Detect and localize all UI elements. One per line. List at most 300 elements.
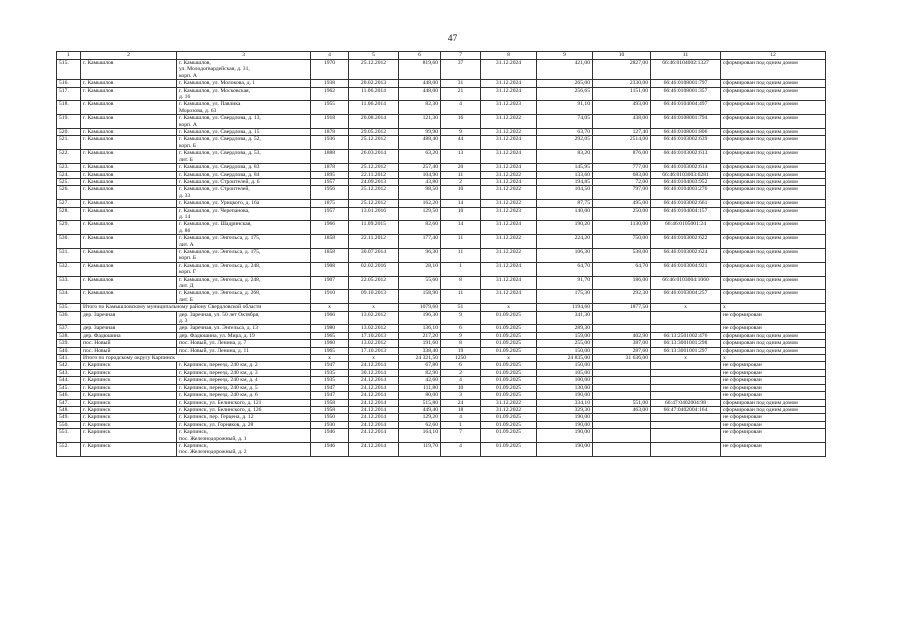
table-cell: 488,40 (399, 136, 441, 150)
table-cell: 91,70 (537, 276, 593, 290)
table-cell: 539. (57, 340, 81, 347)
table-row (57, 369, 826, 376)
table-cell: г. Карпинск, пос. Железнодорожный, д. 2 (177, 442, 311, 456)
table-cell: 31.12.2024 (481, 276, 537, 290)
table-cell: 31.12.2022 (481, 406, 537, 413)
table-cell: 7 (441, 429, 481, 443)
table-cell: г. Камышлов (81, 178, 177, 185)
table-cell: 191,60 (399, 340, 441, 347)
column-number-cell: 7 (441, 52, 481, 60)
table-cell: 542. (57, 362, 81, 369)
table-row (57, 442, 826, 456)
table-cell: 292,05 (537, 136, 593, 150)
table-cell: 9 (441, 129, 481, 136)
table-cell: 1151,00 (593, 87, 651, 101)
table-row (57, 406, 826, 413)
table-cell: 1875 (311, 200, 349, 207)
table-cell: 31.12.2022 (481, 399, 537, 406)
table-cell: 127,40 (593, 129, 651, 136)
table-cell: сформирован под одним домом (721, 406, 826, 413)
table-cell (593, 362, 651, 369)
table-cell: 1895 (311, 171, 349, 178)
table-cell: 438,00 (593, 115, 651, 129)
table-cell: г. Камышлов, ул. Свердлова, д. 53, лит. Б (177, 150, 311, 164)
table-cell: 3 (441, 392, 481, 399)
table-row (57, 178, 826, 185)
table-cell: 551. (57, 429, 81, 443)
table-cell: 106,30 (537, 248, 593, 262)
table-cell: 01.09.2025 (481, 369, 537, 376)
table-cell: 31.12.2024 (481, 262, 537, 276)
table-cell: 194,85 (537, 178, 593, 185)
table-cell: 25.12.2012 (349, 164, 399, 171)
table-cell: г. Камышлов, ул. Энгельса, д. 175, корп. Б (177, 248, 311, 262)
table-cell: г. Камышлов (81, 207, 177, 221)
table-row (57, 200, 826, 207)
table-cell: 31.12.2022 (481, 235, 537, 249)
table-cell: сформирован под одним домом (721, 248, 826, 262)
table-cell: пос. Новый, ул. Ленина, д. 11 (177, 347, 311, 354)
table-cell: 13 (441, 150, 481, 164)
table-cell: 515,80 (399, 399, 441, 406)
table-cell: 541. (57, 355, 81, 362)
table-cell: 13.02.2012 (349, 340, 399, 347)
table-cell: 190,20 (537, 221, 593, 235)
table-cell: 63,70 (537, 129, 593, 136)
table-cell: 1965 (311, 347, 349, 354)
table-cell: 24 321,50 (399, 355, 441, 362)
table-cell: 4 (441, 414, 481, 421)
table-cell: 01.09.2025 (481, 332, 537, 339)
table-cell: 535. (57, 304, 81, 311)
table-cell: 31.12.2024 (481, 164, 537, 171)
table-body (57, 52, 826, 457)
table-cell: 1970 (311, 60, 349, 80)
table-cell: 530. (57, 235, 81, 249)
table-cell: дер. Заречная, ул. Энгельса, д. 13 (177, 325, 311, 332)
table-cell: 136,10 (399, 325, 441, 332)
table-cell: 1938 (311, 80, 349, 87)
table-cell (593, 369, 651, 376)
table-cell: 548. (57, 406, 81, 413)
table-cell: 10 (441, 207, 481, 221)
table-cell: 87,75 (537, 200, 593, 207)
table-cell: 51 (441, 304, 481, 311)
table-cell: 797,00 (593, 186, 651, 200)
column-number-cell: 2 (81, 52, 177, 60)
table-cell: 544. (57, 377, 81, 384)
table-cell: 21 (441, 87, 481, 101)
table-cell: 177,40 (399, 235, 441, 249)
table-cell (651, 384, 721, 391)
table-cell: 1877,50 (593, 304, 651, 311)
table-cell: 83,20 (537, 150, 593, 164)
table-cell: г. Камышлов (81, 150, 177, 164)
table-cell: 01.09.2025 (481, 377, 537, 384)
table-cell: 14 (441, 200, 481, 207)
table-cell: г. Карпинск, ул. Белинского, д. 121 (177, 399, 311, 406)
table-cell: сформирован под одним домом (721, 164, 826, 171)
column-number-cell: 12 (721, 52, 826, 60)
table-cell: 257,40 (399, 164, 441, 171)
table-row (57, 87, 826, 101)
table-cell: 22.11.2012 (349, 171, 399, 178)
table-cell: г. Камышлов, ул. Энгельса, д. 175, лит. А (177, 235, 311, 249)
table-cell: г. Камышлов, ул. Энгельса, д. 248, лит. Д (177, 276, 311, 290)
table-cell: 4 (441, 377, 481, 384)
table-cell: не сформирован (721, 377, 826, 384)
table-cell: г. Карпинск, переезд. 240 км, д. 6 (177, 392, 311, 399)
table-cell: сформирован под одним домом (721, 290, 826, 304)
table-cell: 66:13:2501002:476 (651, 332, 721, 339)
table-cell: 1907 (311, 276, 349, 290)
table-cell: г. Карпинск (81, 392, 177, 399)
table-cell: 190,00 (537, 392, 593, 399)
table-cell: 6 (441, 325, 481, 332)
table-cell: 4 (441, 101, 481, 115)
table-cell: 2 (441, 178, 481, 185)
table-cell: 448,00 (399, 87, 441, 101)
table-cell: сформирован под одним домом (721, 347, 826, 354)
table-cell: 387,00 (593, 340, 651, 347)
table-cell: г. Карпинск (81, 442, 177, 456)
table-cell: г. Камышлов, ул. Энгельса, д. 268, лит. Б (177, 290, 311, 304)
table-cell: 29.05.2012 (349, 129, 399, 136)
table-cell: 11 (441, 235, 481, 249)
table-cell: 11 (441, 290, 481, 304)
table-cell: 1888 (311, 150, 349, 164)
table-cell: 66:46:0103004:1060 (651, 276, 721, 290)
table-cell: 31.12.2024 (481, 178, 537, 185)
table-cell: 521. (57, 136, 81, 150)
table-cell: не сформирован (721, 392, 826, 399)
table-cell: сформирован под одним домом (721, 221, 826, 235)
table-cell: 66:46:0104004:497 (651, 101, 721, 115)
table-cell: 43,80 (399, 178, 441, 185)
table-cell: 66:46:0108001:806 (651, 129, 721, 136)
table-cell: 538. (57, 332, 81, 339)
table-cell: 495,00 (593, 200, 651, 207)
table-cell: 140,00 (537, 207, 593, 221)
table-cell: 01.09.2025 (481, 442, 537, 456)
table-cell: 329,30 (537, 406, 593, 413)
table-cell: г. Камышлов (81, 136, 177, 150)
table-cell: x (651, 355, 721, 362)
table-cell: сформирован под одним домом (721, 129, 826, 136)
table-cell: 516. (57, 80, 81, 87)
table-cell: 876,00 (593, 150, 651, 164)
table-cell: 99,90 (399, 129, 441, 136)
table-row (57, 392, 826, 399)
table-cell: 01.09.2025 (481, 414, 537, 421)
table-cell: 66:46:0108001:357 (651, 87, 721, 101)
table-cell: сформирован под одним домом (721, 235, 826, 249)
table-cell: 292,30 (593, 290, 651, 304)
table-cell: г. Карпинск (81, 362, 177, 369)
table-cell: 150,00 (537, 347, 593, 354)
table-cell: сформирован под одним домом (721, 399, 826, 406)
table-cell: 24.12.2014 (349, 414, 399, 421)
table-cell: 16 (441, 115, 481, 129)
table-cell: сформирован под одним домом (721, 115, 826, 129)
table-row (57, 414, 826, 421)
table-row (57, 355, 826, 362)
table-cell: сформирован под одним домом (721, 332, 826, 339)
table-cell: г. Карпинск, переезд. 240 км, д. 3 (177, 369, 311, 376)
table-cell: дер. Заречная (81, 311, 177, 325)
table-cell: 01.09.2025 (481, 347, 537, 354)
table-cell: 536. (57, 311, 81, 325)
table-cell: 01.09.2025 (481, 325, 537, 332)
table-row (57, 332, 826, 339)
table-cell: x (349, 304, 399, 311)
table-cell: x (721, 355, 826, 362)
table-cell: 31.12.2022 (481, 248, 537, 262)
table-cell: 531. (57, 248, 81, 262)
table-cell: 190,00 (537, 421, 593, 428)
table-row (57, 340, 826, 347)
table-row (57, 421, 826, 428)
table-cell: 31.12.2022 (481, 115, 537, 129)
table-cell: г. Камышлов, ул. Павлика Морозова, д. 63 (177, 101, 311, 115)
table-row (57, 290, 826, 304)
table-cell: 1950 (311, 414, 349, 421)
table-cell: г. Камышлов (81, 235, 177, 249)
table-cell: 01.09.2025 (481, 392, 537, 399)
table-cell: 217,20 (399, 332, 441, 339)
table-row (57, 311, 826, 325)
table-row (57, 207, 826, 221)
column-number-cell: 6 (399, 52, 441, 60)
table-cell: 111,80 (399, 384, 441, 391)
table-cell: г. Камышлов, ул. Черепанова, д. 14 (177, 207, 311, 221)
table-row (57, 80, 826, 87)
table-cell: 158,90 (399, 290, 441, 304)
table-cell: 22.11.2012 (349, 235, 399, 249)
table-cell: г. Камышлов (81, 87, 177, 101)
table-cell: 493,00 (593, 101, 651, 115)
table-row (57, 60, 826, 80)
table-cell: 24.12.2014 (349, 362, 399, 369)
table-cell: 537. (57, 325, 81, 332)
table-cell (651, 325, 721, 332)
table-cell: 31.12.2023 (481, 207, 537, 221)
table-cell: г. Камышлов (81, 262, 177, 276)
table-cell: 8 (441, 276, 481, 290)
table-cell: г. Камышлов, ул. Шадринская, д. 86 (177, 221, 311, 235)
table-cell: 190,00 (537, 429, 593, 443)
table-cell: 1958 (311, 399, 349, 406)
table-row (57, 221, 826, 235)
table-cell: 533. (57, 276, 81, 290)
table-cell: 2 (441, 369, 481, 376)
table-cell: x (651, 304, 721, 311)
table-cell: 1955 (311, 101, 349, 115)
table-cell: 543. (57, 369, 81, 376)
table-cell: 31.12.2024 (481, 80, 537, 87)
table-cell: г. Карпинск, переезд. 240 км, д. 2 (177, 362, 311, 369)
table-cell: г. Камышлов, ул. Строителей, д. 6 (177, 178, 311, 185)
table-cell: сформирован под одним домом (721, 186, 826, 200)
table-cell: г. Камышлов, ул. Энгельса, д. 248, корп. Г (177, 262, 311, 276)
housing-register-table (56, 51, 826, 457)
table-cell: г. Карпинск (81, 369, 177, 376)
table-cell: 20.08.2014 (349, 115, 399, 129)
table-cell: сформирован под одним домом (721, 171, 826, 178)
table-cell: 24.12.2014 (349, 392, 399, 399)
table-cell (593, 392, 651, 399)
table-row (57, 377, 826, 384)
table-cell: 130,00 (537, 384, 593, 391)
table-cell: 13.01.2016 (349, 207, 399, 221)
table-cell: 22.05.2012 (349, 276, 399, 290)
table-cell (651, 392, 721, 399)
table-cell: 526. (57, 186, 81, 200)
table-cell: г. Карпинск, пер. Герцена, д. 12 (177, 414, 311, 421)
table-cell: 37 (441, 60, 481, 80)
table-row (57, 262, 826, 276)
table-cell (651, 369, 721, 376)
table-cell: 334,10 (537, 399, 593, 406)
table-cell: 96,30 (399, 248, 441, 262)
table-row (57, 325, 826, 332)
table-cell: г. Карпинск (81, 399, 177, 406)
column-number-cell: 4 (311, 52, 349, 60)
table-cell: 66:13:3001001:298 (651, 340, 721, 347)
table-cell: 538,00 (593, 248, 651, 262)
table-cell: 2330,00 (593, 80, 651, 87)
table-row (57, 384, 826, 391)
table-cell: г. Камышлов (81, 171, 177, 178)
table-cell: 67,80 (399, 362, 441, 369)
table-cell: 66:46:0103002:622 (651, 235, 721, 249)
table-cell: пос. Новый, ул. Ленина, д. 7 (177, 340, 311, 347)
table-cell (593, 384, 651, 391)
table-cell: 1947 (311, 384, 349, 391)
table-cell: не сформирован (721, 442, 826, 456)
table-row (57, 164, 826, 171)
table-cell: 31.12.2022 (481, 200, 537, 207)
table-cell: не сформирован (721, 429, 826, 443)
table-cell: г. Карпинск (81, 429, 177, 443)
table-cell: x (481, 304, 537, 311)
table-cell: сформирован под одним домом (721, 262, 826, 276)
table-cell: 287,60 (593, 347, 651, 354)
table-cell: 549. (57, 414, 81, 421)
table-cell: 463,00 (593, 406, 651, 413)
table-cell (593, 414, 651, 421)
table-cell: 6 (441, 362, 481, 369)
table-cell: 64,70 (593, 262, 651, 276)
table-cell: 25.12.2012 (349, 186, 399, 200)
table-cell: 449,40 (399, 406, 441, 413)
table-cell: 164,10 (399, 429, 441, 443)
table-cell: 31 (441, 80, 481, 87)
table-cell (593, 421, 651, 428)
table-cell: 1980 (311, 325, 349, 332)
table-cell: 62,60 (399, 421, 441, 428)
table-row (57, 171, 826, 178)
table-cell: 01.09.2025 (481, 429, 537, 443)
table-cell: Итого по Камышловскому муниципальному району Свердловской области (81, 304, 311, 311)
table-cell: не сформирован (721, 325, 826, 332)
table-cell: 24.12.2014 (349, 442, 399, 456)
table-cell: г. Карпинск, ул. Белинского, д. 126 (177, 406, 311, 413)
table-cell (651, 362, 721, 369)
table-cell: x (311, 304, 349, 311)
table-cell: 11.06.2014 (349, 87, 399, 101)
table-cell: 1956 (311, 186, 349, 200)
table-cell: 1960 (311, 340, 349, 347)
table-cell: 42,60 (399, 377, 441, 384)
table-cell: 129,20 (399, 414, 441, 421)
table-cell: 66:46:0104002:1327 (651, 60, 721, 80)
table-cell: 82,90 (399, 369, 441, 376)
table-cell: г. Камышлов, ул. Молодогвардейская, д. 31, корп. А (177, 60, 311, 80)
table-cell: 17.10.2013 (349, 347, 399, 354)
table-cell: г. Карпинск, пос. Железнодорожный, д. 1 (177, 429, 311, 443)
table-cell: 1194,60 (537, 304, 593, 311)
table-cell: 1946 (311, 442, 349, 456)
table-cell: 30.12.2014 (349, 369, 399, 376)
table-cell: 540. (57, 347, 81, 354)
table-cell: 1930 (311, 421, 349, 428)
table-cell: сформирован под одним домом (721, 150, 826, 164)
table-cell: 119,70 (399, 442, 441, 456)
table-cell: 250,00 (593, 207, 651, 221)
table-cell: не сформирован (721, 384, 826, 391)
table-cell: 1858 (311, 235, 349, 249)
table-cell: г. Карпинск (81, 414, 177, 421)
table-cell: 532. (57, 262, 81, 276)
table-cell: 519. (57, 115, 81, 129)
table-cell: 66:46:0103002:614 (651, 164, 721, 171)
table-cell: 1965 (311, 332, 349, 339)
table-cell: 31.12.2024 (481, 221, 537, 235)
column-number-cell: 9 (537, 52, 593, 60)
table-cell: 1962 (311, 87, 349, 101)
table-cell: 2514,00 (593, 136, 651, 150)
table-cell: 1878 (311, 129, 349, 136)
table-cell: 256,65 (537, 87, 593, 101)
table-cell: 1936 (311, 136, 349, 150)
table-cell: 162,20 (399, 200, 441, 207)
table-cell: г. Камышлов, ул. Строителей, д. 33 (177, 186, 311, 200)
table-cell: 66:47:0402004:164 (651, 406, 721, 413)
table-cell: 31.12.2022 (481, 129, 537, 136)
table-cell: г. Карпинск (81, 421, 177, 428)
table-cell: пос. Новый (81, 340, 177, 347)
table-cell: 24.12.2014 (349, 377, 399, 384)
table-cell: 1947 (311, 392, 349, 399)
table-cell: 2827,00 (593, 60, 651, 80)
table-cell: 31.12.2023 (481, 101, 537, 115)
table-cell: 338,40 (399, 347, 441, 354)
table-cell: не сформирован (721, 414, 826, 421)
table-cell: г. Карпинск (81, 406, 177, 413)
table-cell: 66:46:0103002:624 (651, 248, 721, 262)
table-cell: 25.12.2012 (349, 60, 399, 80)
table-cell: г. Камышлов (81, 248, 177, 262)
table-cell: 82,60 (399, 221, 441, 235)
table-cell: 145,95 (537, 164, 593, 171)
table-cell: не сформирован (721, 311, 826, 325)
table-cell: 9 (441, 332, 481, 339)
table-cell: г. Карпинск, переезд. 240 км, д. 5 (177, 384, 311, 391)
table-cell: 545. (57, 384, 81, 391)
table-cell: 66:46:0104004:157 (651, 207, 721, 221)
table-cell: 66:46:0103003:6281 (651, 171, 721, 178)
